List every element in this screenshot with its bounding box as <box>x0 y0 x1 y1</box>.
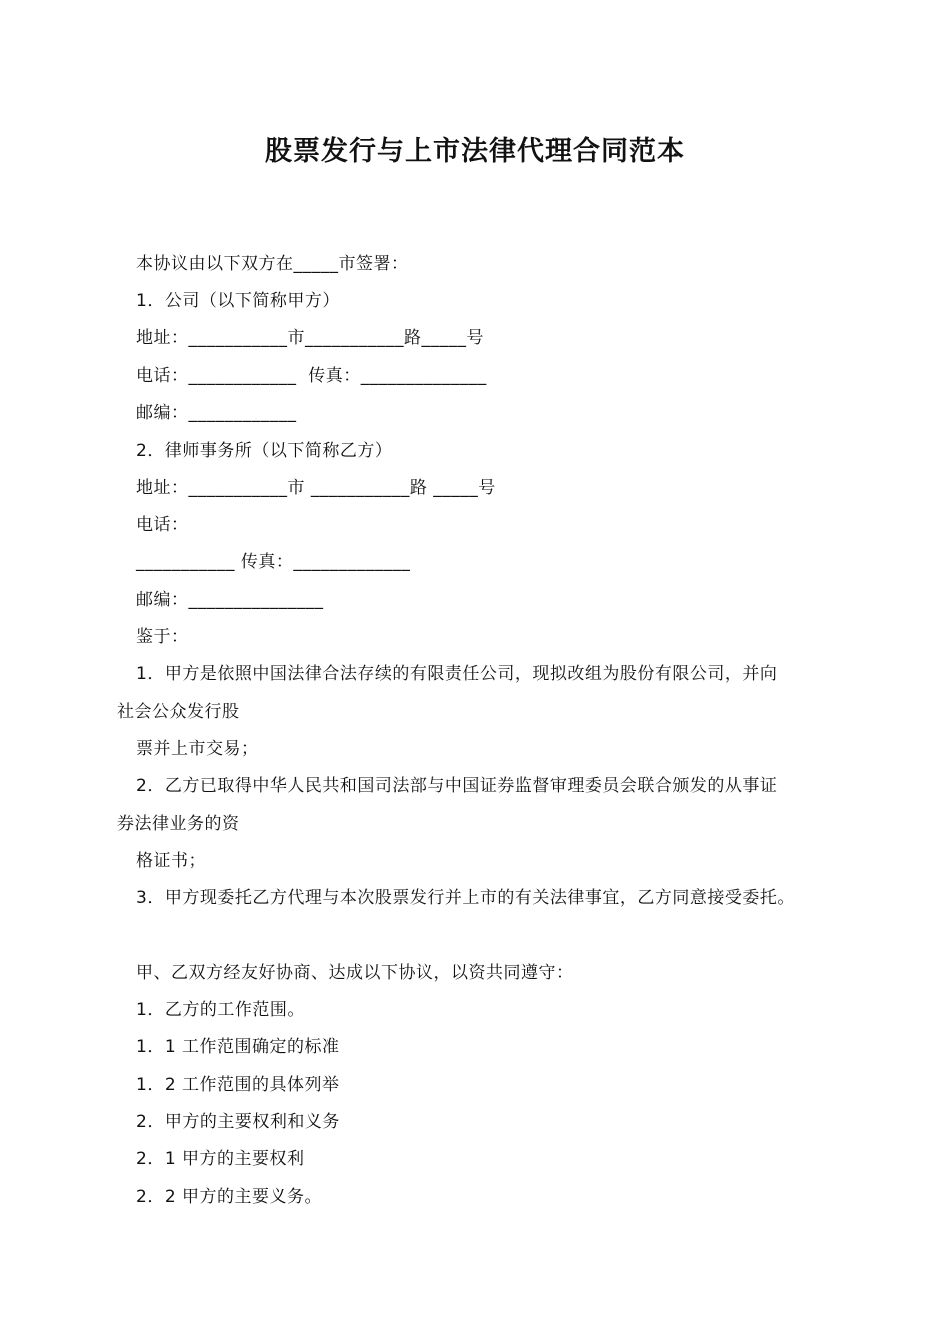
text-line-party-a-phone-fax: 电话：____________ 传真：______________ <box>136 366 487 386</box>
text-line-clause-1-1: 1．1 工作范围确定的标准 <box>136 1037 340 1057</box>
text-line-agreement-intro: 甲、乙双方经友好协商、达成以下协议，以资共同遵守： <box>136 963 574 983</box>
text-line-party-a: 1．公司（以下简称甲方） <box>136 291 340 311</box>
text-line-clause-2-1: 2．1 甲方的主要权利 <box>136 1149 305 1169</box>
text-line-whereas: 鉴于： <box>136 627 189 647</box>
text-line-party-b: 2．律师事务所（以下简称乙方） <box>136 441 393 461</box>
text-line-whereas-3: 3．甲方现委托乙方代理与本次股票发行并上市的有关法律事宜，乙方同意接受委托。 <box>136 888 795 908</box>
text-line-party-b-address: 地址：___________市 ___________路 _____号 <box>136 478 496 498</box>
text-line-whereas-2-end: 格证书； <box>136 851 206 871</box>
text-line-party-b-postcode: 邮编：_______________ <box>136 590 324 610</box>
text-line-clause-2-2: 2．2 甲方的主要义务。 <box>136 1187 323 1207</box>
text-line-party-b-phone: 电话： <box>136 515 189 535</box>
text-line-whereas-1-cont: 社会公众发行股 <box>117 702 240 722</box>
text-line-party-b-phone-fax: ___________ 传真：_____________ <box>136 552 411 572</box>
text-line-party-a-postcode: 邮编：____________ <box>136 403 297 423</box>
text-line-clause-2: 2．甲方的主要权利和义务 <box>136 1112 340 1132</box>
text-line-whereas-1: 1．甲方是依照中国法律合法存续的有限责任公司，现拟改组为股份有限公司，并向 <box>136 664 778 684</box>
text-line-whereas-2-cont: 券法律业务的资 <box>117 814 240 834</box>
text-line-whereas-2: 2．乙方已取得中华人民共和国司法部与中国证券监督审理委员会联合颁发的从事证 <box>136 776 778 796</box>
text-line-clause-1: 1．乙方的工作范围。 <box>136 1000 305 1020</box>
document-title: 股票发行与上市法律代理合同范本 <box>265 136 685 167</box>
text-line-signing-place: 本协议由以下双方在_____市签署： <box>136 254 409 274</box>
text-line-whereas-1-end: 票并上市交易； <box>136 739 259 759</box>
text-line-clause-1-2: 1．2 工作范围的具体列举 <box>136 1075 340 1095</box>
text-line-party-a-address: 地址：___________市___________路_____号 <box>136 328 484 348</box>
